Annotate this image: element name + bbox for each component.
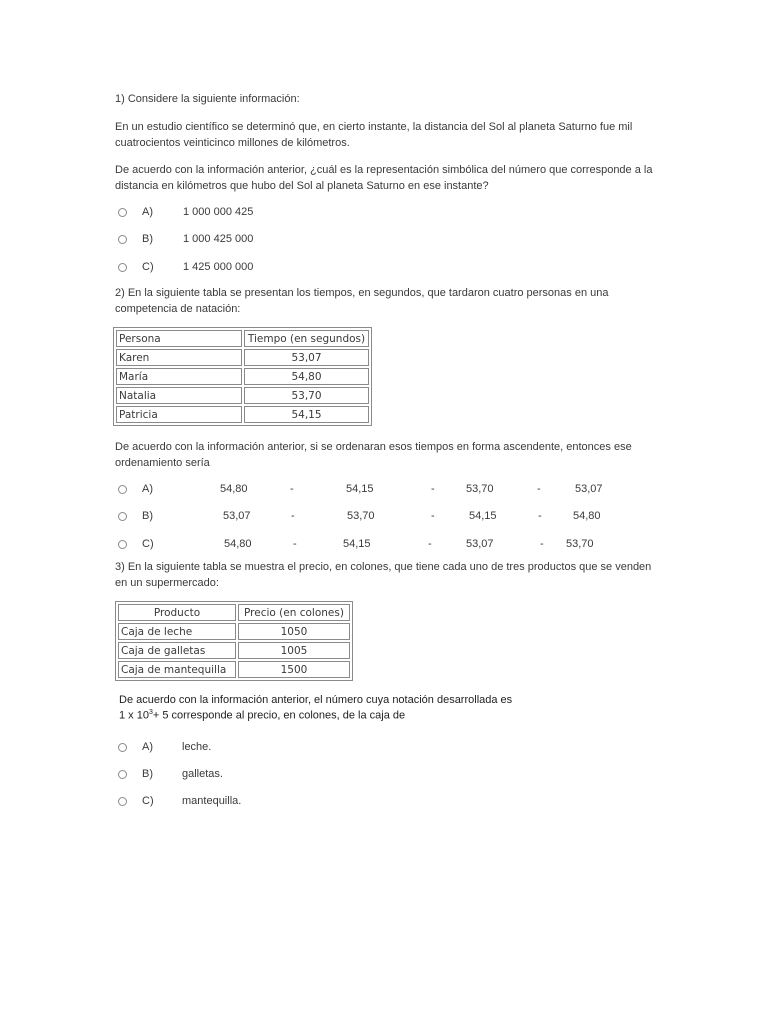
table-row [118,661,350,678]
q2-option-separator: - [428,538,432,550]
q2-option-a-value: 54,15 [346,483,374,495]
q1-intro: En un estudio científico se determinó que, en cierto instante, la distancia del Sol al planeta Saturno fue mil cuatrocientos veinticinco millones de kilómetros. [115,121,633,149]
q3-option-a-radio[interactable] [118,743,127,752]
q3-question-line2 [119,709,405,722]
table-cell: Patricia [116,406,242,423]
table-cell: Caja de leche [118,623,236,640]
q1-question: De acuerdo con la información anterior, ¿cuál es la representación simbólica del número que corresponde a la distancia en kilómetros que hubo del Sol al planeta Saturno en ese instante? [115,164,653,192]
q2-option-a-value: 54,80 [220,483,248,495]
q1-option-c-radio[interactable] [118,263,127,272]
q1-option-a-text: 1 000 000 425 [183,206,254,218]
q3-question-rest: + 5 corresponde al precio, en colones, de la caja de [152,709,406,722]
table-row [116,406,369,423]
q2-option-b-radio[interactable] [118,512,127,521]
table-cell: 54,80 [244,368,369,385]
q3-prices-table [115,601,353,681]
q2-option-separator: - [431,483,435,495]
table-cell: Caja de galletas [118,642,236,659]
q2-option-separator: - [290,483,294,495]
q1-title: 1) Considere la siguiente información: [115,93,300,105]
q1-option-a-radio[interactable] [118,208,127,217]
q2-option-separator: - [293,538,297,550]
q2-option-c-radio[interactable] [118,540,127,549]
table-row [116,349,369,366]
table-header-cell: Producto [118,604,236,621]
table-row [118,642,350,659]
q3-question-exponent: 3 [148,709,153,716]
q2-option-separator: - [538,510,542,522]
table-header-cell: Precio (en colones) [238,604,350,621]
q2-option-b-value: 54,80 [573,510,601,522]
table-cell: 53,07 [244,349,369,366]
q3-option-a-letter: A) [142,741,153,753]
q2-option-a-radio[interactable] [118,485,127,494]
table-header-row [116,330,369,347]
q2-option-c-value: 53,07 [466,538,494,550]
table-row [116,368,369,385]
q3-option-b-letter: B) [142,768,153,780]
q3-title: 3) En la siguiente tabla se muestra el precio, en colones, que tiene cada uno de tres productos que se venden en un supermercado: [115,561,652,589]
q2-option-c-value: 54,15 [343,538,371,550]
table-cell: 1500 [238,661,350,678]
table-cell: Natalia [116,387,242,404]
q3-question-line1: De acuerdo con la información anterior, el número cuya notación desarrollada es [119,694,513,706]
q2-option-c-letter: C) [142,538,154,550]
q3-option-b-radio[interactable] [118,770,127,779]
q2-option-a-value: 53,07 [575,483,603,495]
table-row [118,623,350,640]
q2-option-separator: - [537,483,541,495]
q1-option-b-text: 1 000 425 000 [183,233,254,245]
q1-option-b-letter: B) [142,233,153,245]
q2-option-b-value: 54,15 [469,510,497,522]
q2-option-b-value: 53,07 [223,510,251,522]
table-cell: 54,15 [244,406,369,423]
table-header-cell: Persona [116,330,242,347]
q3-question-base: 1 x 10 [119,709,149,722]
table-header-cell: Tiempo (en segundos) [244,330,369,347]
q2-times-table [113,327,372,426]
q3-option-c-radio[interactable] [118,797,127,806]
q2-title: 2) En la siguiente tabla se presentan los tiempos, en segundos, que tardaron cuatro personas en una competencia de natación: [115,287,609,315]
q3-option-c-text: mantequilla. [182,795,242,807]
q1-option-b-radio[interactable] [118,235,127,244]
q2-option-separator: - [431,510,435,522]
q3-option-a-text: leche. [182,741,212,753]
table-cell: María [116,368,242,385]
q3-option-b-text: galletas. [182,768,223,780]
q2-option-c-value: 54,80 [224,538,252,550]
table-cell: 1005 [238,642,350,659]
q1-option-c-letter: C) [142,261,154,273]
table-cell: 1050 [238,623,350,640]
table-cell: 53,70 [244,387,369,404]
q1-option-c-text: 1 425 000 000 [183,261,254,273]
q3-option-c-letter: C) [142,795,154,807]
table-row [116,387,369,404]
q2-option-a-value: 53,70 [466,483,494,495]
q1-option-a-letter: A) [142,206,153,218]
table-header-row [118,604,350,621]
table-cell: Karen [116,349,242,366]
q2-option-c-value: 53,70 [566,538,594,550]
q2-option-separator: - [291,510,295,522]
table-cell: Caja de mantequilla [118,661,236,678]
q2-option-a-letter: A) [142,483,153,495]
q2-question: De acuerdo con la información anterior, si se ordenaran esos tiempos en forma ascendente, entonces ese ordenamiento sería [115,441,632,469]
q2-option-separator: - [540,538,544,550]
q2-option-b-letter: B) [142,510,153,522]
q2-option-b-value: 53,70 [347,510,375,522]
